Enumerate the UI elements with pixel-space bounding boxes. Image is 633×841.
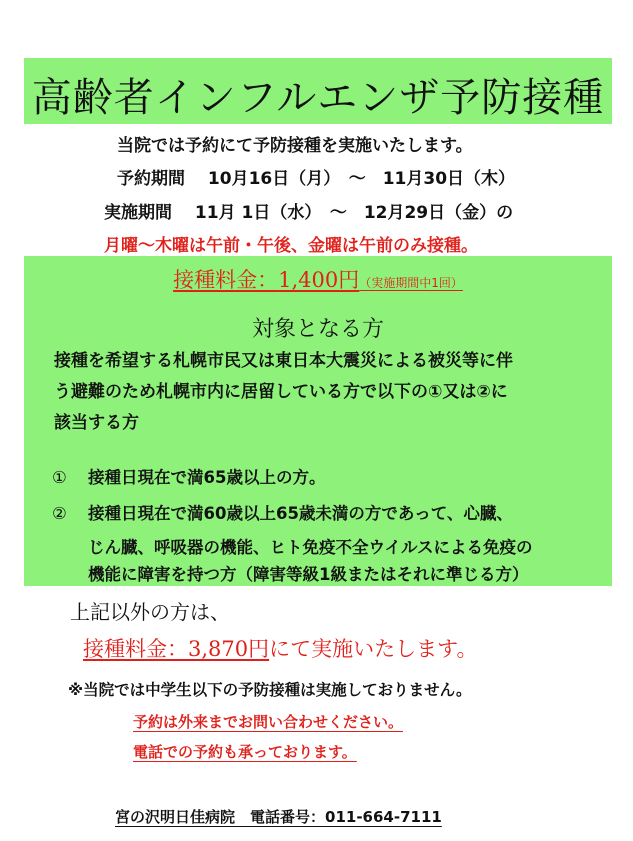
other-heading: 上記以外の方は、	[70, 600, 230, 624]
title-banner	[24, 58, 612, 124]
target-item-2-line-3: 機能に障害を持つ方（障害等級1級またはそれに準じる方）	[88, 565, 529, 584]
item-mark: ②	[52, 504, 67, 523]
other-fee-amount: 3,870円	[188, 637, 270, 661]
fee-amount: 1,400円	[278, 268, 360, 292]
target-description-line: 接種を希望する札幌市民又は東日本大震災による被災等に伴	[54, 351, 513, 371]
schedule-note: 月曜～木曜は午前・午後、金曜は午前のみ接種。	[104, 236, 478, 256]
contact-line-2: 電話での予約も承っております。	[133, 743, 357, 761]
contact-line-1: 予約は外来までお問い合わせください。	[133, 713, 404, 731]
item-mark: ①	[52, 468, 67, 487]
target-item-2-line-2: じん臓、呼吸器の機能、ヒト免疫不全ウイルスによる免疫の	[88, 538, 533, 557]
intro-text: 当院では予約にて予防接種を実施いたします。	[117, 136, 473, 156]
other-fee-label: 接種料金：	[83, 637, 188, 661]
item-text: 接種日現在で満60歳以上65歳未満の方であって、心臓、	[88, 504, 513, 523]
other-fee-line	[83, 633, 477, 663]
fee-line	[24, 264, 612, 294]
target-heading: 対象となる方	[251, 317, 384, 342]
implementation-period: 実施期間 11月 1日（水） ～ 12月29日（金）の	[104, 203, 514, 223]
target-description-line: う避難のため札幌市内に居留している方で以下の①又は②に	[54, 382, 508, 402]
target-item-1	[52, 464, 325, 488]
target-item-2	[52, 500, 513, 524]
footer-contact: 宮の沢明日佳病院 電話番号：011-664-7111	[115, 808, 442, 826]
target-description-line: 該当する方	[54, 413, 139, 433]
fee-note: （実施期間中1回）	[359, 276, 463, 290]
other-fee-suffix: にて実施いたします。	[269, 637, 478, 661]
item-text: 接種日現在で満65歳以上の方。	[88, 468, 326, 487]
fee-label: 接種料金：	[173, 268, 279, 292]
target-section	[24, 256, 612, 586]
note-text: ※当院では中学生以下の予防接種は実施しておりません。	[68, 681, 472, 699]
reservation-period: 予約期間 10月16日（月） ～ 11月30日（木）	[117, 169, 516, 189]
page-title: 高齢者インフルエンザ予防接種	[31, 75, 605, 121]
